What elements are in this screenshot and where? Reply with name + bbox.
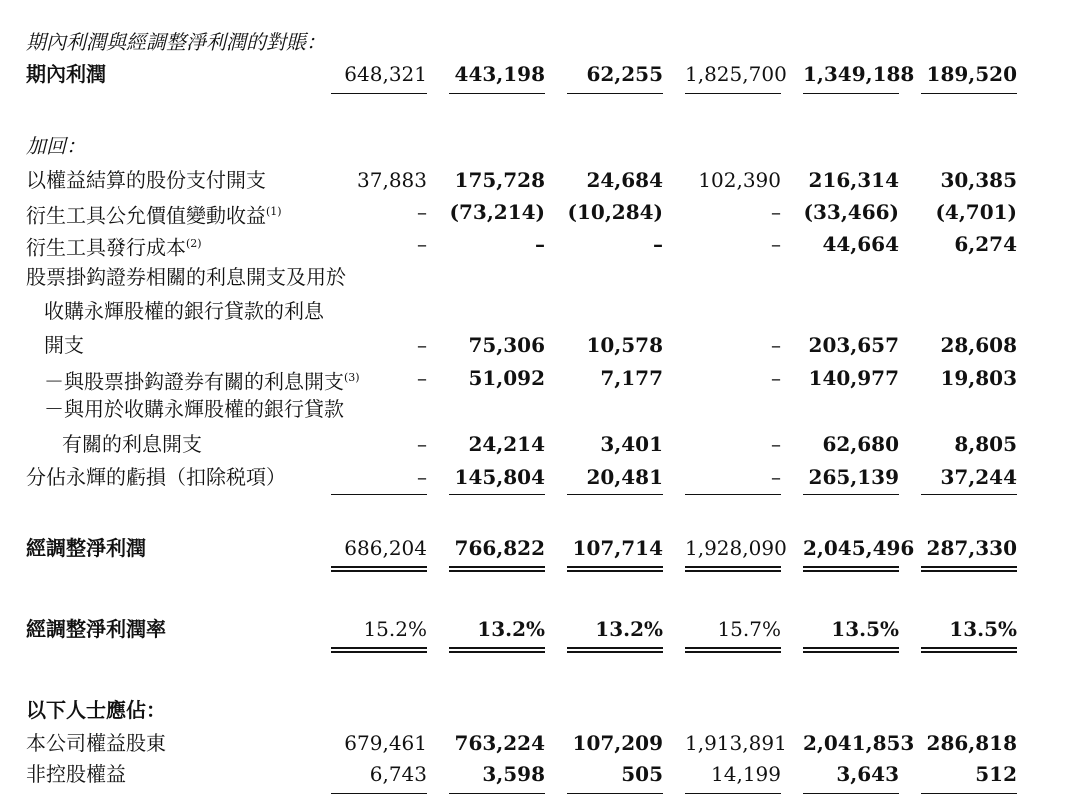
value-cell: 75,306 [468,333,545,357]
value-cell: 20,481 [586,465,663,489]
value-cell: 24,684 [586,168,663,192]
row-label: 有關的利息開支 [62,432,202,456]
value-cell: 679,461 [344,731,427,755]
value-cell: 648,321 [344,62,427,86]
value-cell: 13.2% [595,617,663,641]
double-underline [685,566,781,572]
value-cell: – [771,232,781,256]
value-cell: 13.2% [477,617,545,641]
underline [331,793,427,794]
value-cell: 24,214 [468,432,545,456]
value-cell: – [417,333,427,357]
underline [567,793,663,794]
table-row-interest-equity-linked [0,366,1080,398]
value-cell: 3,598 [482,762,545,786]
value-cell: 13.5% [949,617,1017,641]
value-cell: 505 [621,762,663,786]
row-label-text: 衍生工具公允價值變動收益 [26,203,266,228]
value-cell: 203,657 [808,333,899,357]
table-row-adjusted-net-margin [0,617,1080,649]
value-cell: 102,390 [698,168,781,192]
row-label: 經調整淨利潤率 [26,617,166,641]
add-back-row [0,134,1080,166]
value-cell: (4,701) [935,200,1017,224]
value-cell: 8,805 [954,432,1017,456]
footnote-marker: (1) [266,205,282,218]
reconciliation-title: 期內利潤與經調整淨利潤的對賬： [26,30,326,54]
value-cell: 175,728 [454,168,545,192]
value-cell: 1,825,700 [685,62,787,86]
value-cell: 51,092 [468,366,545,390]
double-underline [567,647,663,653]
table-row-interest-expense [0,333,1080,365]
value-cell: – [771,465,781,489]
value-cell: – [771,432,781,456]
value-cell: 265,139 [808,465,899,489]
double-underline [921,647,1017,653]
row-label: 收購永輝股權的銀行貸款的利息 [44,299,324,323]
underline [921,494,1017,495]
row-label: 開支 [44,333,84,357]
footnote-marker: (3) [344,371,360,384]
underline [567,93,663,94]
value-cell: (10,284) [567,200,663,224]
value-cell: 140,977 [808,366,899,390]
underline [449,494,545,495]
value-cell: 3,643 [836,762,899,786]
value-cell: 216,314 [808,168,899,192]
row-label: －與用於收購永輝股權的銀行貸款 [44,397,344,421]
value-cell: 763,224 [454,731,545,755]
value-cell: – [653,232,663,256]
value-cell: 15.2% [363,617,427,641]
value-cell: (73,214) [449,200,545,224]
value-cell: 286,818 [926,731,1017,755]
row-label: 期內利潤 [26,62,106,86]
underline [921,93,1017,94]
value-cell: 19,803 [940,366,1017,390]
row-label: 經調整淨利潤 [26,536,146,560]
value-cell: 14,199 [711,762,781,786]
value-cell: – [417,432,427,456]
table-row-owners [0,731,1080,763]
table-row-share-of-loss [0,465,1080,497]
value-cell: – [417,232,427,256]
table-row-interest-bank-loan [0,432,1080,464]
value-cell: 37,244 [940,465,1017,489]
value-cell: 1,913,891 [685,731,787,755]
table-row-equity-share-payment [0,168,1080,200]
underline [331,93,427,94]
footnote-marker: (2) [186,237,202,250]
value-cell: 189,520 [926,62,1017,86]
double-underline [803,566,899,572]
table-row-fair-value-gain [0,200,1080,232]
value-cell: – [771,200,781,224]
double-underline [685,647,781,653]
value-cell: 62,680 [822,432,899,456]
table-row-non-controlling [0,762,1080,794]
value-cell: 37,883 [357,168,427,192]
double-underline [803,647,899,653]
value-cell: 15.7% [717,617,781,641]
value-cell: – [771,333,781,357]
value-cell: – [417,366,427,390]
double-underline [567,566,663,572]
value-cell: 13.5% [831,617,899,641]
underline [449,93,545,94]
underline [449,793,545,794]
row-label: 非控股權益 [26,762,126,786]
value-cell: 10,578 [586,333,663,357]
double-underline [921,566,1017,572]
value-cell: 28,608 [940,333,1017,357]
value-cell: 44,664 [822,232,899,256]
value-cell: 6,743 [369,762,427,786]
value-cell: 1,349,188 [803,62,915,86]
value-cell: – [771,366,781,390]
table-row-profit [0,62,1080,94]
section-heading: 加回： [26,134,86,158]
attributable-to-row [0,698,1080,730]
row-label: 分佔永輝的虧損（扣除税項） [26,465,286,489]
value-cell: 30,385 [940,168,1017,192]
double-underline [449,566,545,572]
value-cell: 62,255 [586,62,663,86]
underline [685,793,781,794]
value-cell: 7,177 [600,366,663,390]
underline [567,494,663,495]
value-cell: – [535,232,545,256]
underline [803,93,899,94]
value-cell: 287,330 [926,536,1017,560]
underline [803,793,899,794]
table-row-interest-expense-label-2 [0,299,1080,331]
double-underline [331,647,427,653]
reconciliation-title-row [0,30,1080,62]
row-label: 股票掛鈎證券相關的利息開支及用於 [26,265,346,289]
value-cell: 107,209 [572,731,663,755]
value-cell: 686,204 [344,536,427,560]
row-label [26,200,282,228]
table-row-interest-bank-loan-label [0,397,1080,429]
value-cell: 1,928,090 [685,536,787,560]
row-label [44,366,360,394]
table-row-adjusted-net-profit [0,536,1080,568]
section-heading: 以下人士應佔： [26,698,166,722]
row-label: 以權益結算的股份支付開支 [26,168,266,192]
row-label: 本公司權益股東 [26,731,166,755]
value-cell: 6,274 [954,232,1017,256]
underline [921,793,1017,794]
value-cell: 145,804 [454,465,545,489]
value-cell: – [417,200,427,224]
value-cell: 2,045,496 [803,536,915,560]
row-label-text: 衍生工具發行成本 [26,235,186,260]
underline [685,93,781,94]
value-cell: (33,466) [803,200,899,224]
value-cell: 3,401 [600,432,663,456]
value-cell: – [417,465,427,489]
double-underline [449,647,545,653]
underline [803,494,899,495]
row-label-text: －與股票掛鈎證券有關的利息開支 [44,369,344,394]
table-row-issuance-cost [0,232,1080,264]
table-row-interest-expense-label-1 [0,265,1080,297]
value-cell: 512 [975,762,1017,786]
value-cell: 766,822 [454,536,545,560]
double-underline [331,566,427,572]
underline [331,494,427,495]
value-cell: 2,041,853 [803,731,915,755]
underline [685,494,781,495]
value-cell: 443,198 [454,62,545,86]
row-label [26,232,202,260]
value-cell: 107,714 [572,536,663,560]
